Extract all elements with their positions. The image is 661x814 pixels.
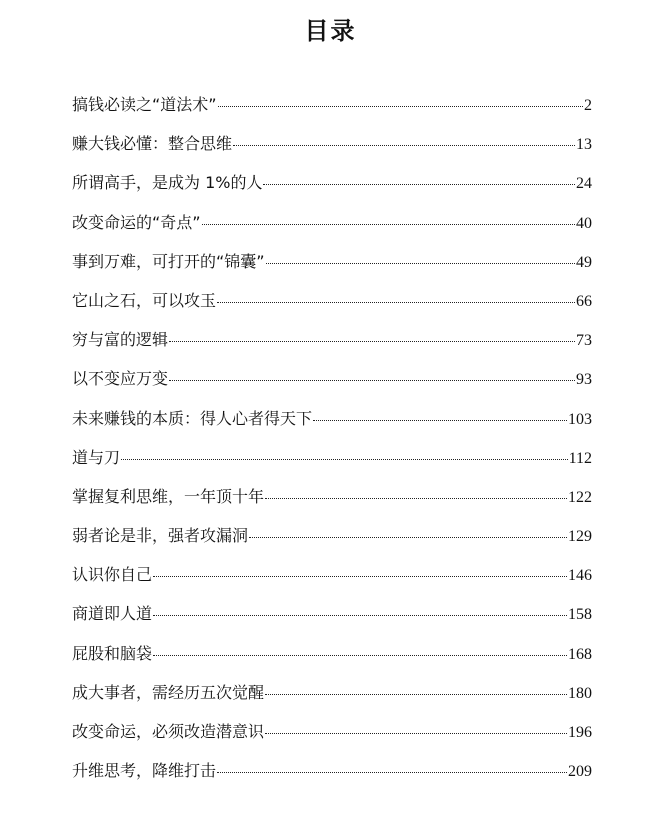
toc-entry[interactable] — [72, 408, 592, 447]
dot-leader — [169, 379, 575, 381]
dot-leader — [217, 301, 575, 303]
toc-page-number: 146 — [568, 567, 592, 585]
toc-entry[interactable] — [72, 486, 592, 525]
toc-entry-title: 所谓高手，是成为 1%的人 — [72, 173, 263, 193]
dot-leader — [121, 458, 568, 460]
toc-entry-title: 改变命运的“奇点” — [72, 212, 201, 232]
toc-entry[interactable] — [72, 172, 592, 211]
toc-entry-title: 以不变应万变 — [72, 369, 169, 389]
dot-leader — [169, 340, 575, 342]
toc-page-number: 66 — [576, 292, 592, 310]
dot-leader — [313, 419, 567, 421]
toc-entry[interactable] — [72, 447, 592, 486]
toc-page-number: 40 — [576, 214, 592, 232]
toc-entry-title: 掌握复利思维，一年顶十年 — [72, 486, 265, 506]
toc-entry[interactable] — [72, 564, 592, 603]
dot-leader — [263, 183, 575, 185]
dot-leader — [233, 144, 575, 146]
toc-page-number: 24 — [576, 175, 592, 193]
dot-leader — [249, 536, 567, 538]
toc-entry[interactable] — [72, 94, 592, 133]
toc-entry[interactable] — [72, 525, 592, 564]
toc-page-number: 129 — [568, 528, 592, 546]
toc-entry-title: 事到万难，可打开的“锦囊” — [72, 251, 265, 271]
toc-entry[interactable] — [72, 760, 592, 799]
dot-leader — [153, 614, 567, 616]
toc-page-number: 158 — [568, 606, 592, 624]
toc-page-number: 2 — [584, 97, 592, 114]
dot-leader — [202, 223, 575, 225]
toc-entry[interactable] — [72, 290, 592, 329]
toc-entry-title: 认识你自己 — [72, 565, 153, 585]
toc-entry-title: 弱者论是非，强者攻漏洞 — [72, 526, 249, 546]
table-of-contents — [72, 94, 592, 799]
dot-leader — [266, 262, 575, 264]
toc-entry[interactable] — [72, 329, 592, 368]
toc-page-number: 180 — [568, 684, 592, 702]
toc-entry[interactable] — [72, 368, 592, 407]
toc-entry[interactable] — [72, 643, 592, 682]
toc-entry-title: 赚大钱必懂：整合思维 — [72, 134, 233, 154]
toc-page-number: 122 — [568, 488, 592, 506]
toc-entry[interactable] — [72, 603, 592, 642]
toc-entry[interactable] — [72, 133, 592, 172]
toc-page-number: 93 — [576, 371, 592, 389]
dot-leader — [218, 105, 583, 107]
toc-entry-title: 它山之石，可以攻玉 — [72, 290, 217, 310]
toc-entry-title: 屁股和脑袋 — [72, 643, 153, 663]
toc-entry[interactable] — [72, 682, 592, 721]
toc-page-number: 196 — [568, 724, 592, 741]
toc-entry-title: 改变命运，必须改造潜意识 — [72, 722, 265, 741]
toc-page-number: 73 — [576, 332, 592, 350]
toc-page-number: 209 — [568, 763, 592, 781]
toc-entry-title: 升维思考，降维打击 — [72, 761, 217, 781]
toc-entry-title: 商道即人道 — [72, 604, 153, 624]
toc-page-number: 112 — [568, 449, 592, 467]
toc-page-number: 13 — [576, 136, 592, 154]
dot-leader — [265, 732, 567, 734]
toc-entry[interactable] — [72, 251, 592, 290]
dot-leader — [153, 654, 567, 656]
toc-entry-title: 未来赚钱的本质：得人心者得天下 — [72, 408, 313, 428]
toc-page-number: 49 — [576, 253, 592, 271]
toc-page-number: 168 — [568, 645, 592, 663]
toc-entry-title: 搞钱必读之“道法术” — [72, 95, 217, 114]
dot-leader — [265, 693, 567, 695]
toc-entry-title: 成大事者，需经历五次觉醒 — [72, 682, 265, 702]
toc-entry-title: 道与刀 — [72, 447, 121, 467]
dot-leader — [265, 497, 567, 499]
toc-entry[interactable] — [72, 212, 592, 251]
page-title: 目录 — [304, 16, 357, 45]
toc-page-number: 103 — [568, 410, 592, 428]
toc-entry[interactable] — [72, 721, 592, 760]
toc-entry-title: 穷与富的逻辑 — [72, 330, 169, 350]
dot-leader — [217, 771, 567, 773]
dot-leader — [153, 575, 567, 577]
